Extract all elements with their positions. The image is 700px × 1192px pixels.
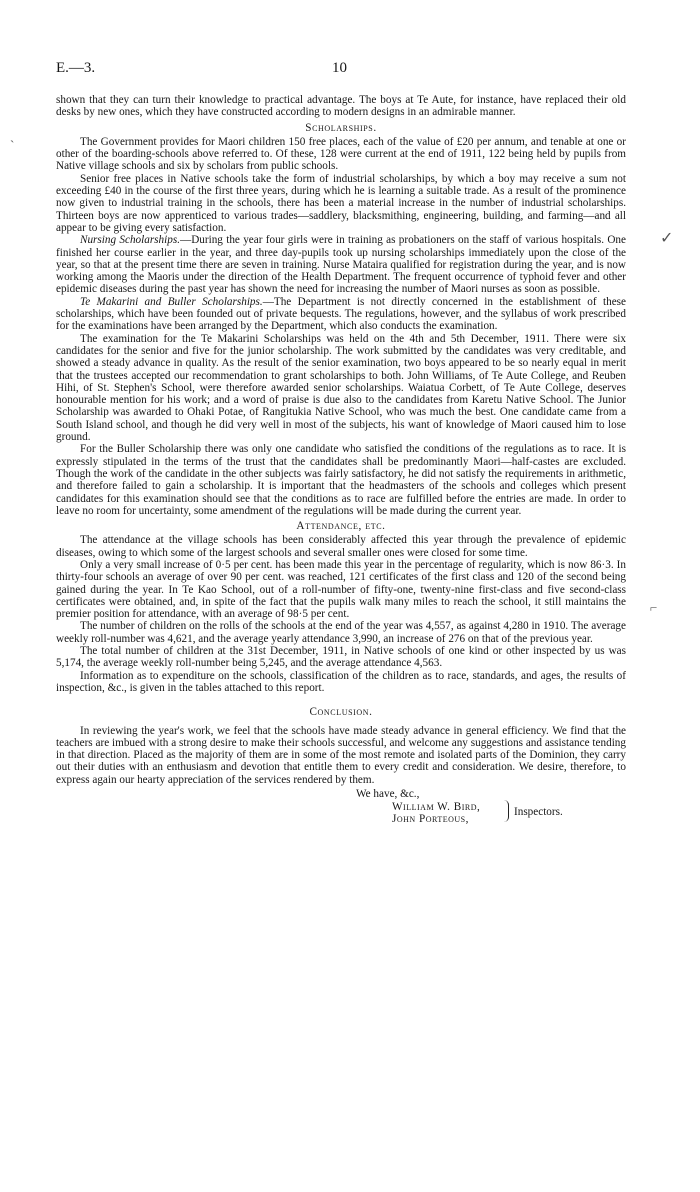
heading-conclusion: Conclusion. [309,706,373,719]
paragraph-makarini-examination: The examination for the Te Makarini Scholarships was held on the 4th and 5th December, 1911. There were six candidates for the senior and five for the junior scholarship. The work submitted by the candidates was very creditable, and showed a steady advance in quality. As the result of the senior examination, two boys appeared to be so nearly equal in merit that the trustees accepted our recommendation to grant scholarships to both. John Williams, of Te Aute College, and Reuben Hihi, of St. Stephen's School, were therefore awarded senior scholarships. Waiatua Corbett, of Te Aute College, deserves honourable mention for his work; and a word of praise is due also to the candidates from Karetu Native School. The Junior Scholarship was awarded to Ohaki Potae, of Rangitukia Native School, who was much the best. One candidate came from a South Island school, and though he did very well in most of the subjects, his want of knowledge of Maori caused him to lose ground. [56,332,626,444]
paragraph-total-children: The total number of children at the 31st December, 1911, in Native schools of one kind or other inspected by us was 5,174, the average weekly roll-number being 5,245, and the average attendance 4,563. [56,645,626,670]
paragraph-conclusion: In reviewing the year's work, we feel that the schools have made steady advance in general efficiency. We find that the teachers are imbued with a strong desire to make their schools successful, and welcome any suggestions and assistance tending in that direction. Placed as the majority of them are in some of the most remote and isolated parts of the Dominion, they carry out their duties with an enthusiasm and devotion that entitle them to every credit and consideration. We desire, therefore, to express again our hearty appreciation of the services rendered by them. [56,724,626,786]
paragraph-attendance-epidemic: The attendance at the village schools has been considerably affected this year through the prevalence of epidemic diseases, owing to which some of the largest schools and several smaller ones were closed for some time. [56,534,626,559]
signature-block [56,788,626,838]
paragraph-information-tables: Information as to expenditure on the schools, classification of the children as to race, standards, and ages, the results of inspection, &c., is given in the tables attached to this report. [56,669,626,694]
paragraph-buller-scholarship: For the Buller Scholarship there was only one candidate who satisfied the conditions of the regulations as to race. It is expressly stipulated in the terms of the trust that the candidates shall be predominantly Maori—half-castes are excluded. Though the work of the candidate in the other subjects was fairly satisfactory, he did not satisfy the requirements in arithmetic, and therefore failed to gain a scholarship. It is important that the headmasters of the schools and colleges which present candidates for this examination should see that the conditions as to race are fulfilled before the entries are made. In order to leave no room for uncertainty, some amendment of the regulations will be made during the current year. [56,443,626,517]
margin-mark: ⌐ [650,600,658,615]
margin-tick-mark: ✓ [660,230,674,247]
paragraph-free-places: The Government provides for Maori children 150 free places, each of the value of £20 per annum, and tenable at one or other of the boarding-schools above referred to. Of these, 128 were current at the end of 1911, 122 being held by pupils from Native village schools and six by scholars from public schools. [56,135,626,173]
nursing-scholarships-text: —During the year four girls were in training as probationers on the staff of various hospitals. One finished her course earlier in the year, and three day-pupils took up nursing scholarships immediately upon the close of the year, so that at the present time there are seven in training. Nurse Mataira qualified for registration during the year, and is now working among the Maoris under the direction of the Health Department. The frequent occurrence of typhoid fever and other epidemic diseases during the past year has shown the need for increasing the number of Maori nurses as soon as possible. [56,234,626,296]
signature-brace [504,800,509,822]
heading-attendance: Attendance, etc. [296,520,386,533]
report-body [56,94,626,838]
signatory-bird: William W. Bird, [392,801,481,814]
paragraph-industrial-scholarships: Senior free places in Native schools take the form of industrial scholarships, by which a boy may receive a sum not exceeding £40 in the course of the first three years, during which he is learning a suitable trade. As a result of the prominence now given to industrial training in the schools, there has been a material increase in the number of industrial scholarships. Thirteen boys are now apprenticed to various trades—saddlery, blacksmithing, engineering, building, and farming—and all appear to be giving every satisfaction. [56,172,626,234]
signatory-porteous: John Porteous, [392,813,469,826]
paragraph-regularity: Only a very small increase of 0·5 per cent. has been made this year in the percentage of regularity, which is now 86·3. In thirty-four schools an average of over 90 per cent. was reached, 121 certificates of the first class and 120 of the second being gained during the year. In Te Kao School, out of a roll-number of fifty-one, twenty-nine first-class and five second-class certificates were obtained, and, in spite of the fact that the pupils walk many miles to reach the school, it still maintains the premier position for attendance, with an average of 98·5 per cent. [56,558,626,621]
continuation-paragraph: shown that they can turn their knowledge to practical advantage. The boys at Te Aute, for instance, have replaced their old desks by new ones, which they have constructed according to modern designs in an admirable manner. [56,94,626,119]
makarini-buller-text: —The Department is not directly concerned in the establishment of these scholarships, which have been founded out of private bequests. The regulations, however, and the syllabus of work prescribed for the examinations have been arranged by the Department, which also conducts the examination. [56,295,626,333]
page-number: 10 [332,60,347,76]
signatory-title: Inspectors. [514,806,563,819]
paragraph-roll-numbers: The number of children on the rolls of the schools at the end of the year was 4,557, as against 4,280 in 1910. The average weekly roll-number was 4,621, and the average yearly attendance 3,990, an increase of 276 on that of the previous year. [56,620,626,645]
report-reference: E.—3. [56,60,96,76]
page-header [56,60,630,80]
makarini-buller-label: Te Makarini and Buller Scholarships. [80,295,263,308]
paragraph-makarini-buller [56,296,626,333]
heading-scholarships: Scholarships. [305,121,377,134]
margin-mark: ˏ [10,128,15,143]
closing-salutation: We have, &c., [356,788,420,801]
paragraph-nursing-scholarships [56,234,626,295]
nursing-scholarships-label: Nursing Scholarships. [80,234,180,247]
